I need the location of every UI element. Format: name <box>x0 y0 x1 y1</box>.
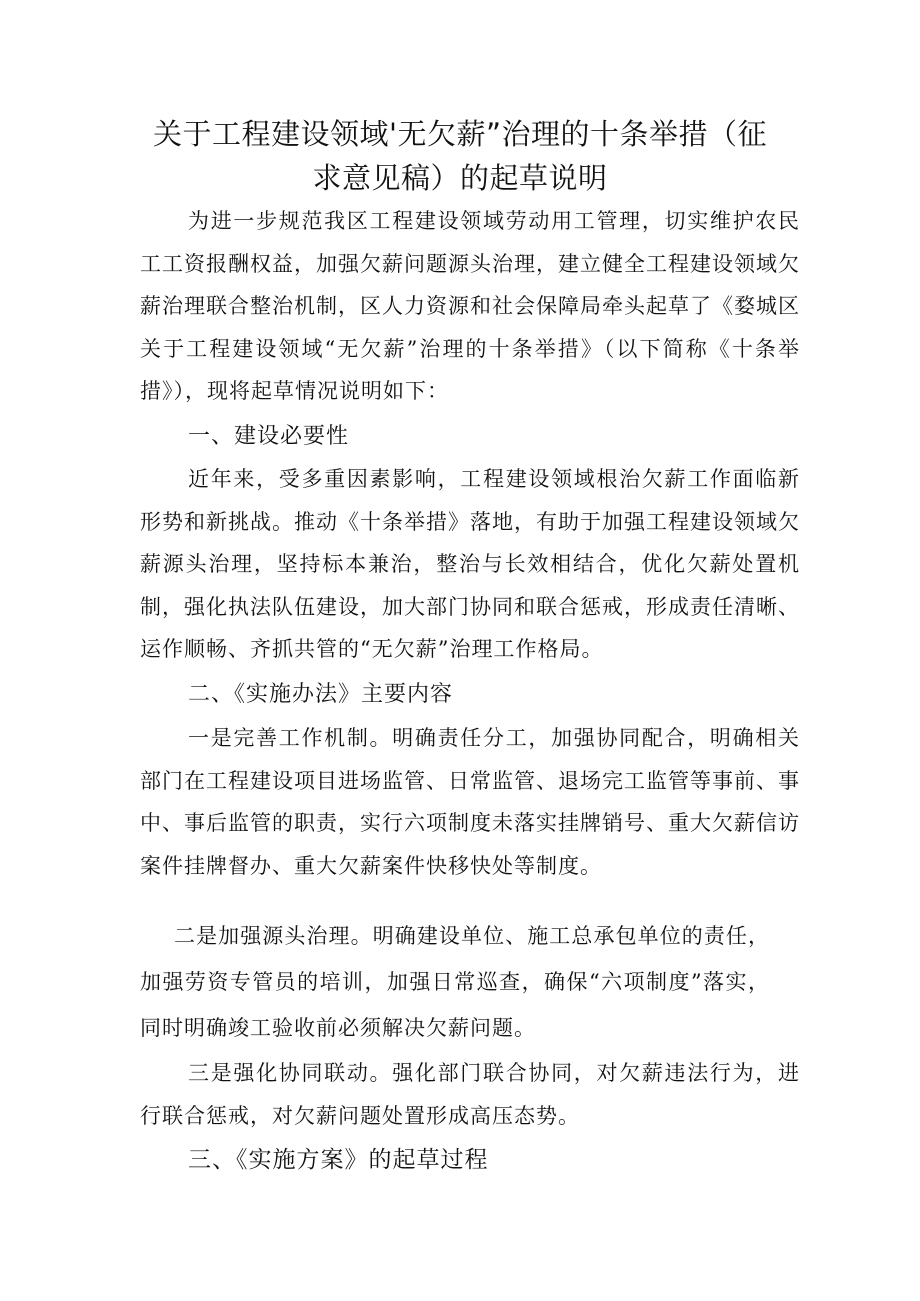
document-title-line-1: 关于工程建设领域'无欠薪”治理的十条举措（征 <box>153 117 767 151</box>
document-title-line-2: 求意见稿）的起草说明 <box>312 161 608 195</box>
section-heading-drafting-process: 三、《实施方案》的起草过程 <box>188 1147 489 1173</box>
intro-paragraph: 为进一步规范我区工程建设领域劳动用工管理，切实维护农民工工资报酬权益，加强欠薪问题源头治理，建立健全工程建设领域欠薪治理联合整治机制，区人力资源和社会保障局牵头起草了《婺城区关于工程建设领域“无欠薪”治理的十条举措》（以下简称《十条举措》），现将起草情况说明如下： <box>140 209 800 403</box>
content-item-source-governance: 二是加强源头治理。明确建设单位、施工总承包单位的责任，加强劳资专管员的培训，加强日常巡查，确保“六项制度”落实，同时明确竣工验收前必须解决欠薪问题。 <box>140 924 770 1040</box>
content-item-work-mechanism: 一是完善工作机制。明确责任分工，加强协同配合，明确相关部门在工程建设项目进场监管、日常监管、退场完工监管等事前、事中、事后监管的职责，实行六项制度未落实挂牌销号、重大欠薪信访案件挂牌督办、重大欠薪案件快移快处等制度。 <box>140 726 800 878</box>
section-heading-main-content: 二、《实施办法》主要内容 <box>188 682 454 707</box>
content-item-coordination: 三是强化协同联动。强化部门联合协同，对欠薪违法行为，进行联合惩戒，对欠薪问题处置形成高压态势。 <box>140 1061 800 1128</box>
section-heading-necessity: 一、建设必要性 <box>188 424 350 449</box>
necessity-paragraph: 近年来，受多重因素影响，工程建设领域根治欠薪工作面临新形势和新挑战。推动《十条举措》落地，有助于加强工程建设领域欠薪源头治理，坚持标本兼治，整治与长效相结合，优化欠薪处置机制，强化执法队伍建设，加大部门协同和联合惩戒，形成责任清晰、运作顺畅、齐抓共管的“无欠薪”治理工作格局。 <box>140 467 800 661</box>
